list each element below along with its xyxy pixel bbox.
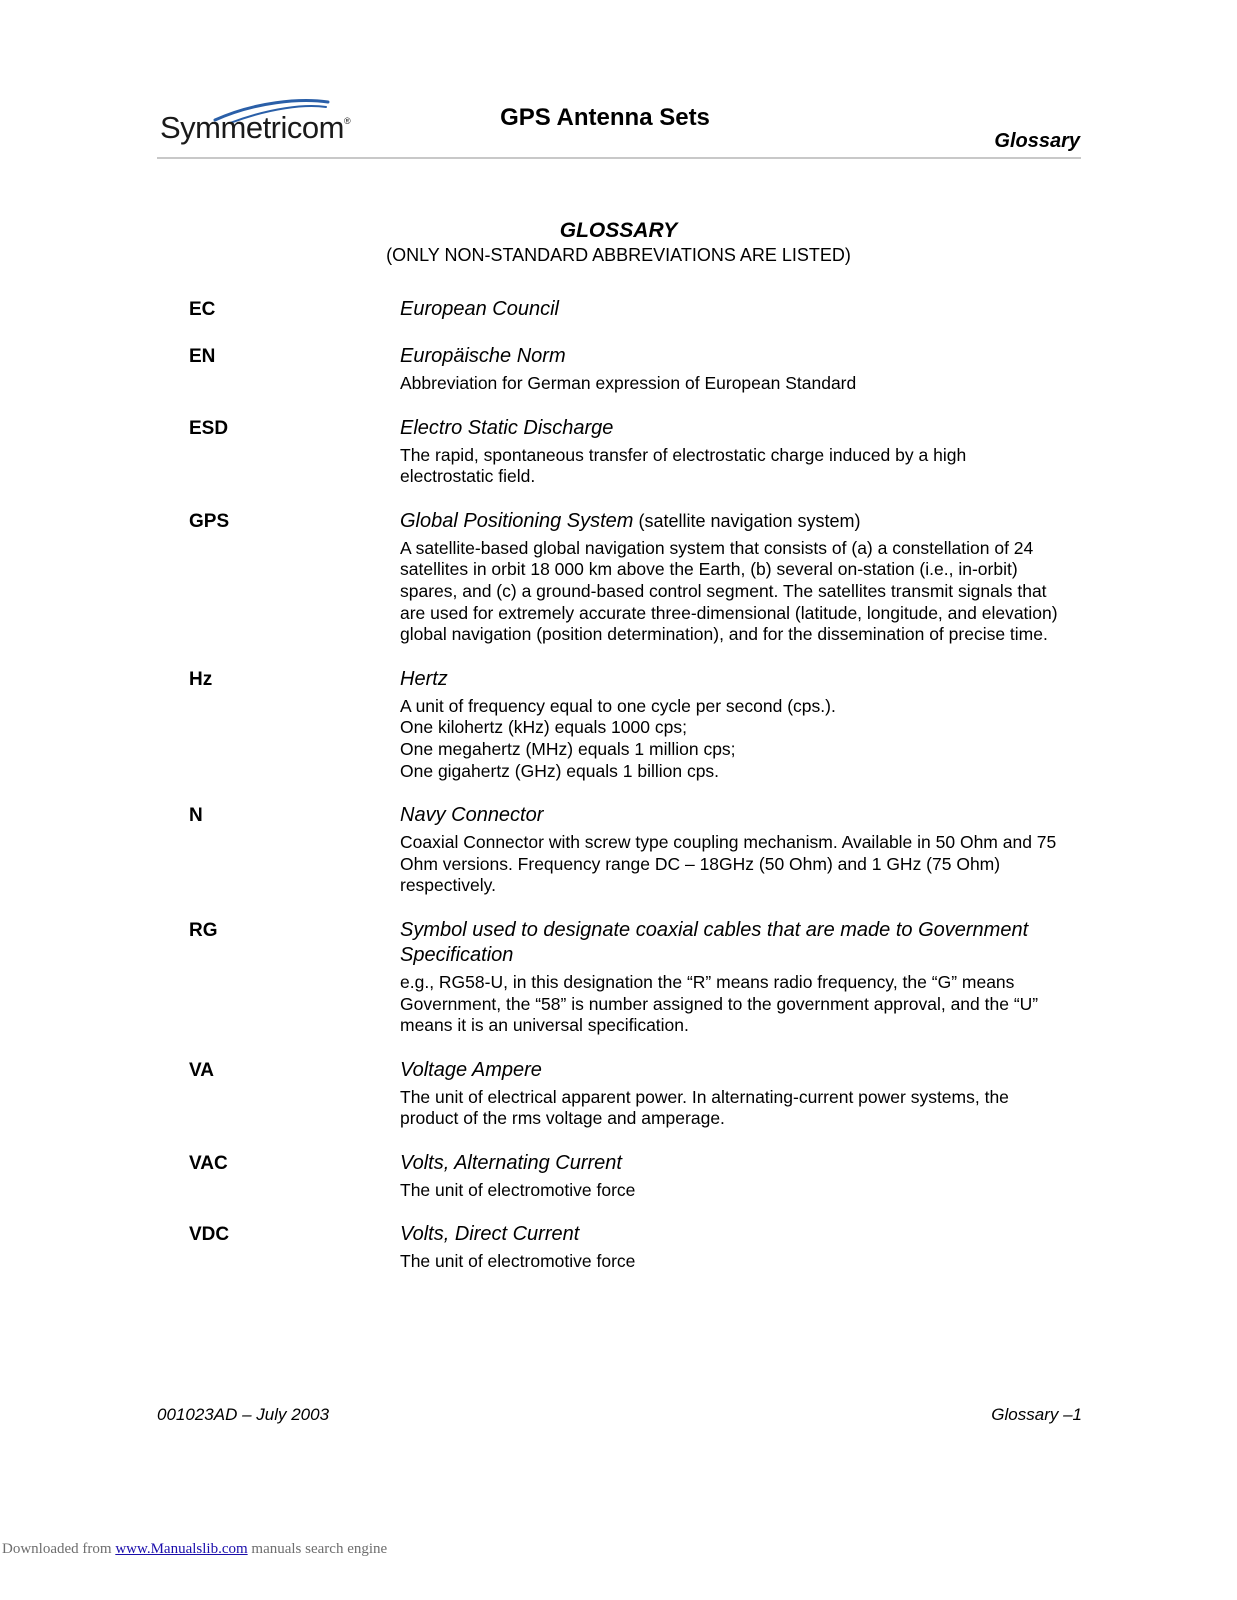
- glossary-term-text: Voltage Ampere: [400, 1058, 542, 1081]
- glossary-description-line: One kilohertz (kHz) equals 1000 cps;: [400, 717, 687, 738]
- symmetricom-logo: [160, 96, 360, 156]
- glossary-term-text: Global Positioning System: [400, 509, 634, 532]
- glossary-entry: [189, 297, 1069, 323]
- glossary-abbreviation: Hz: [189, 668, 213, 690]
- glossary-abbreviation: ESD: [189, 417, 229, 439]
- glossary-abbreviation: GPS: [189, 510, 230, 532]
- glossary-description-line: The unit of electromotive force: [400, 1251, 636, 1272]
- glossary-description-line: The unit of electromotive force: [400, 1179, 636, 1200]
- glossary-abbreviation: N: [189, 805, 203, 827]
- glossary-abbreviation: EN: [189, 346, 216, 367]
- section-label: Glossary: [994, 130, 1080, 152]
- glossary-term: [400, 1222, 1060, 1247]
- glossary-term: [400, 803, 1060, 828]
- glossary-description: [400, 538, 1060, 646]
- glossary-abbreviation: VA: [189, 1059, 214, 1081]
- glossary-term: [400, 667, 1060, 692]
- glossary-definition: [400, 509, 1060, 646]
- document-title: GPS Antenna Sets: [500, 104, 710, 131]
- glossary-definition: [400, 1058, 1060, 1130]
- footer-doc-number: 001023AD – July 2003: [157, 1405, 330, 1424]
- glossary-description-line: Coaxial Connector with screw type coupling mechanism. Available in 50 Ohm and 75 Ohm versions. Frequency range DC – 18GHz (50 Ohm) and 1 GHz (75 Ohm) respectively.: [400, 832, 1057, 896]
- glossary-entry: [189, 918, 1069, 1037]
- glossary-definition: [400, 1222, 1060, 1273]
- glossary-term: [400, 1151, 1060, 1176]
- glossary-term-text: Volts, Direct Current: [400, 1223, 580, 1246]
- glossary-term-text: Symbol used to designate coaxial cables that are made to Government Specification: [400, 918, 1029, 966]
- glossary-abbreviation: VDC: [189, 1224, 230, 1246]
- glossary-description-line: The unit of electrical apparent power. In alternating-current power systems, the product of the rms voltage and amperage.: [400, 1086, 1009, 1129]
- glossary-term-text: European Council: [400, 298, 559, 320]
- glossary-abbreviation: VAC: [189, 1152, 228, 1174]
- glossary-subheading: (ONLY NON-STANDARD ABBREVIATIONS ARE LISTED): [386, 245, 851, 265]
- header-divider: [157, 157, 1081, 159]
- glossary-term: [400, 1058, 1060, 1083]
- glossary-definition: [400, 803, 1060, 897]
- glossary-definition: [400, 344, 1060, 395]
- glossary-description: [400, 1251, 1060, 1273]
- glossary-description: [400, 972, 1060, 1037]
- glossary-description-line: A unit of frequency equal to one cycle per second (cps.).: [400, 695, 836, 716]
- glossary-abbreviation: RG: [189, 919, 218, 941]
- glossary-entry: [189, 803, 1069, 897]
- glossary-term: [400, 297, 1060, 322]
- glossary-description-line: A satellite-based global navigation system that consists of (a) a constellation of 24 satellites in orbit 18 000 km above the Earth, (b) several on-station (i.e., in-orbit) spares, and (c) a ground-based control segment. The satellites transmit signals that are used for extremely accurate three-dimensional (latitude, longitude, and elevation) global navigation (position determination), and for the dissemination of precise time.: [400, 537, 1058, 645]
- glossary-term-note: (satellite navigation system): [633, 510, 861, 531]
- glossary-term-text: Volts, Alternating Current: [400, 1151, 622, 1174]
- glossary-description: [400, 1087, 1060, 1130]
- glossary-term: [400, 509, 1060, 534]
- glossary-entry: [189, 667, 1069, 782]
- glossary-description: [400, 373, 1060, 395]
- glossary-term: [400, 344, 1060, 369]
- glossary-term-text: Hertz: [400, 667, 448, 690]
- glossary-description-line: The rapid, spontaneous transfer of electrostatic charge induced by a high electrostatic field.: [400, 444, 967, 487]
- glossary-definition: [400, 667, 1060, 782]
- glossary-list: [189, 297, 1069, 1294]
- glossary-entry: [189, 344, 1069, 395]
- glossary-term: [400, 416, 1060, 441]
- glossary-description-line: Abbreviation for German expression of European Standard: [400, 373, 857, 393]
- footer-page-label: Glossary –1: [991, 1405, 1082, 1424]
- download-suffix: manuals search engine: [247, 1541, 388, 1557]
- glossary-heading: GLOSSARY: [559, 219, 678, 242]
- glossary-term: [400, 918, 1060, 968]
- glossary-description-line: One gigahertz (GHz) equals 1 billion cps.: [400, 760, 720, 781]
- glossary-entry: [189, 416, 1069, 488]
- glossary-definition: [400, 1151, 1060, 1202]
- glossary-description: [400, 832, 1060, 897]
- download-watermark: [2, 1541, 387, 1558]
- glossary-description: [400, 445, 1060, 488]
- glossary-entry: [189, 509, 1069, 646]
- glossary-definition: [400, 918, 1060, 1037]
- logo-wordmark: Symmetricom®: [160, 110, 351, 145]
- glossary-description-line: e.g., RG58-U, in this designation the “R” means radio frequency, the “G” means Government, the “58” is number assigned to the government approval, and the “U” means it is an universal specification.: [400, 971, 1039, 1036]
- glossary-description: [400, 696, 1060, 782]
- glossary-term-text: Electro Static Discharge: [400, 416, 614, 439]
- glossary-abbreviation: EC: [189, 299, 216, 320]
- glossary-entry: [189, 1222, 1069, 1273]
- glossary-definition: [400, 297, 1060, 322]
- glossary-definition: [400, 416, 1060, 488]
- glossary-entry: [189, 1058, 1069, 1130]
- glossary-term-text: Navy Connector: [400, 804, 544, 827]
- glossary-entry: [189, 1151, 1069, 1202]
- glossary-term-text: Europäische Norm: [400, 345, 566, 367]
- glossary-description-line: One megahertz (MHz) equals 1 million cps;: [400, 738, 736, 759]
- glossary-description: [400, 1180, 1060, 1202]
- download-prefix: Downloaded from: [2, 1541, 116, 1557]
- manualslib-link[interactable]: www.Manualslib.com: [115, 1541, 248, 1557]
